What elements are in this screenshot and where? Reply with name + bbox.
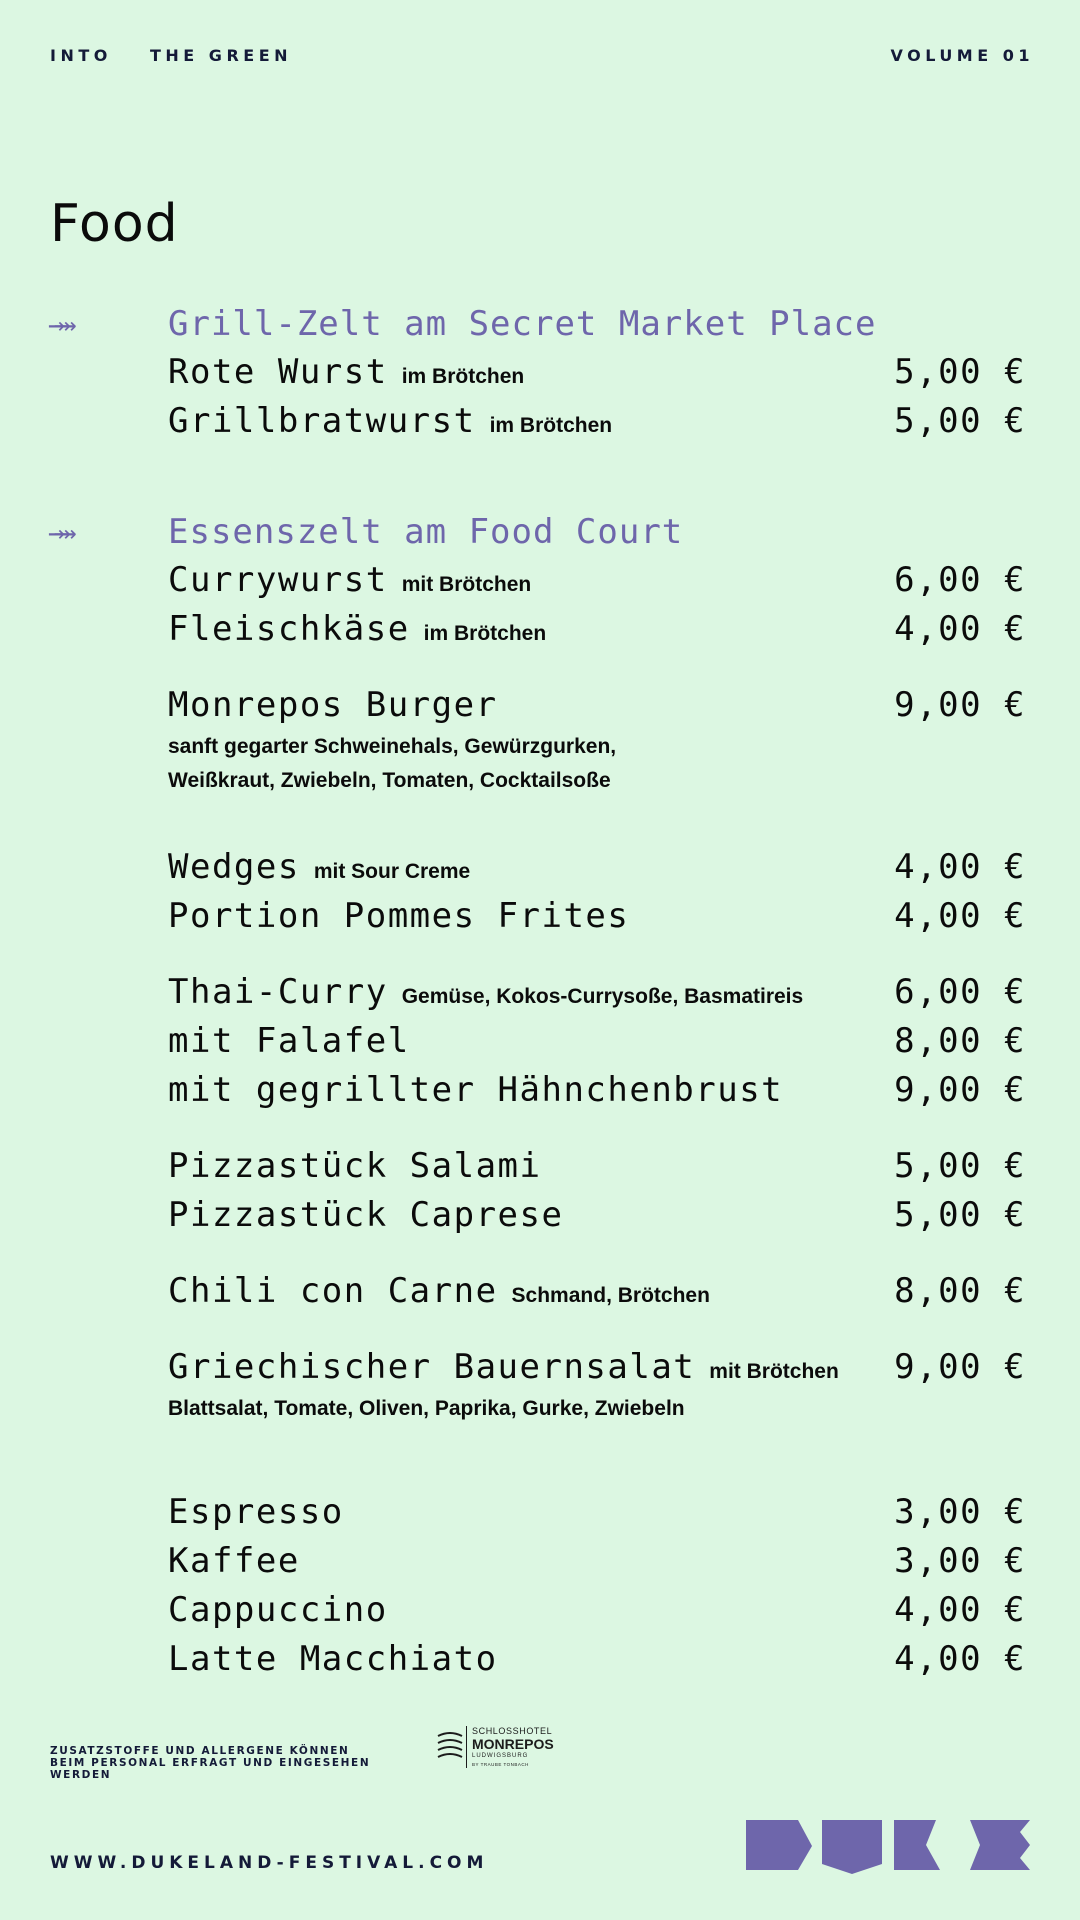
- item-price: 5,00 €: [894, 401, 1026, 441]
- header-into: INTO: [50, 46, 112, 65]
- item-name: Fleischkäse im Brötchen: [168, 609, 547, 649]
- menu-item: [0, 1635, 1080, 1684]
- menu-item: [0, 1066, 1080, 1115]
- item-name: Kaffee: [168, 1541, 300, 1581]
- triple-arrow-icon: →→→: [48, 308, 66, 341]
- item-name: Monrepos Burger: [168, 685, 498, 725]
- item-price: 3,00 €: [894, 1541, 1026, 1581]
- item-price: 6,00 €: [894, 972, 1026, 1012]
- item-name: mit Falafel: [168, 1021, 410, 1061]
- logo-letter-d: [746, 1820, 812, 1870]
- menu-item: [0, 968, 1080, 1017]
- item-name: Grillbratwurst im Brötchen: [168, 401, 613, 441]
- item-note: mit Brötchen: [709, 1360, 839, 1383]
- allergen-note: ZUSATZSTOFFE UND ALLERGENE KÖNNEN BEIM PERSONAL ERFRAGT UND EINGESEHEN WERDEN: [50, 1745, 371, 1781]
- item-price: 9,00 €: [894, 685, 1026, 725]
- menu-item: [0, 1537, 1080, 1586]
- section-header-food-court: [0, 508, 1080, 556]
- logo-letter-e: [970, 1820, 1030, 1870]
- hotel-logo-text: SCHLOSSHOTEL MONREPOS LUDWIGSBURG BY TRAUBE TONBACH: [472, 1726, 554, 1767]
- item-name: Wedges mit Sour Creme: [168, 847, 471, 887]
- duke-logo: [746, 1818, 1030, 1874]
- section-header-grill-zelt: [0, 300, 1080, 348]
- item-name: Chili con Carne Schmand, Brötchen: [168, 1271, 710, 1311]
- item-price: 4,00 €: [894, 1639, 1026, 1679]
- logo-divider: [466, 1726, 467, 1768]
- item-price: 4,00 €: [894, 609, 1026, 649]
- item-name: Espresso: [168, 1492, 344, 1532]
- menu-item: [0, 892, 1080, 941]
- item-description: Blattsalat, Tomate, Oliven, Paprika, Gurke, Zwiebeln: [168, 1397, 685, 1420]
- menu-list: [0, 300, 1080, 1684]
- item-price: 9,00 €: [894, 1070, 1026, 1110]
- menu-item: [0, 1267, 1080, 1316]
- logo-letter-u: [822, 1820, 882, 1874]
- item-name: mit gegrillter Hähnchenbrust: [168, 1070, 784, 1110]
- website-url: WWW.DUKELAND-FESTIVAL.COM: [50, 1853, 489, 1873]
- item-price: 4,00 €: [894, 1590, 1026, 1630]
- item-price: 8,00 €: [894, 1021, 1026, 1061]
- menu-item: [0, 605, 1080, 654]
- item-price: 3,00 €: [894, 1492, 1026, 1532]
- item-price: 5,00 €: [894, 352, 1026, 392]
- menu-item: [0, 1586, 1080, 1635]
- menu-item: [0, 1017, 1080, 1066]
- menu-item: [0, 681, 1080, 730]
- item-name: Pizzastück Caprese: [168, 1195, 564, 1235]
- menu-item: [0, 397, 1080, 446]
- item-note: im Brötchen: [423, 622, 547, 645]
- page-title: Food: [50, 194, 179, 254]
- item-note: im Brötchen: [401, 365, 525, 388]
- header-the-green: THE GREEN: [150, 46, 293, 65]
- item-note: mit Sour Creme: [313, 860, 471, 883]
- item-name: Thai-Curry Gemüse, Kokos-Currysoße, Basmatireis: [168, 972, 804, 1012]
- item-name: Latte Macchiato: [168, 1639, 498, 1679]
- menu-item: [0, 556, 1080, 605]
- menu-item: [0, 1488, 1080, 1537]
- item-note: Schmand, Brötchen: [511, 1284, 710, 1307]
- menu-item: [0, 348, 1080, 397]
- item-name: Rote Wurst im Brötchen: [168, 352, 525, 392]
- item-price: 9,00 €: [894, 1347, 1026, 1387]
- logo-letter-k: [894, 1820, 940, 1870]
- menu-item: [0, 843, 1080, 892]
- item-name: Pizzastück Salami: [168, 1146, 542, 1186]
- section-title: Grill-Zelt am Secret Market Place: [168, 304, 877, 344]
- item-note: Gemüse, Kokos-Currysoße, Basmatireis: [401, 985, 804, 1008]
- item-description: Weißkraut, Zwiebeln, Tomaten, Cocktailsoße: [168, 769, 611, 792]
- menu-item: [0, 1142, 1080, 1191]
- item-name: Griechischer Bauernsalat mit Brötchen: [168, 1347, 839, 1387]
- item-price: 4,00 €: [894, 896, 1026, 936]
- item-price: 8,00 €: [894, 1271, 1026, 1311]
- item-name: Currywurst mit Brötchen: [168, 560, 532, 600]
- item-note: mit Brötchen: [401, 573, 532, 596]
- item-name: Cappuccino: [168, 1590, 388, 1630]
- item-price: 4,00 €: [894, 847, 1026, 887]
- header-volume: VOLUME 01: [890, 46, 1034, 65]
- item-name: Portion Pommes Frites: [168, 896, 630, 936]
- item-description: sanft gegarter Schweinehals, Gewürzgurken,: [168, 735, 617, 758]
- triple-arrow-icon: →→→: [48, 516, 66, 549]
- item-note: im Brötchen: [489, 414, 613, 437]
- item-price: 5,00 €: [894, 1195, 1026, 1235]
- item-price: 5,00 €: [894, 1146, 1026, 1186]
- item-price: 6,00 €: [894, 560, 1026, 600]
- section-title: Essenszelt am Food Court: [168, 512, 684, 552]
- hotel-logo: [436, 1722, 556, 1772]
- antler-crest-icon: [436, 1728, 464, 1768]
- menu-item: [0, 1191, 1080, 1240]
- menu-item: [0, 1343, 1080, 1392]
